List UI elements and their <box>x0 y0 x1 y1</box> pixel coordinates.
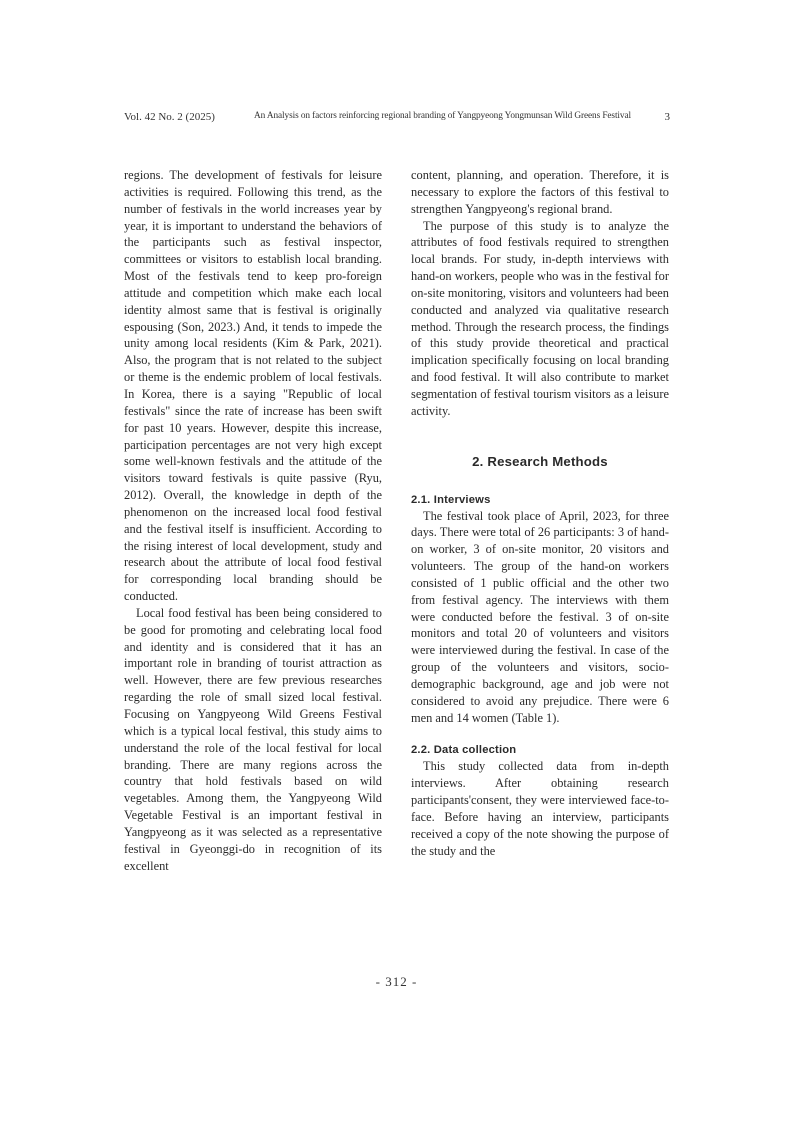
subsection-heading-interviews: 2.1. Interviews <box>411 493 491 506</box>
paragraph: The purpose of this study is to analyze the attributes of food festivals required to strengthen local brands. For study, in-depth interviews with hand-on workers, people who was in the festival for on-site monitoring, visitors and volunteers had been conducted and analyzed via qualitative research method. Through the research process, the findings of this study provide theoretical and practical implication specifically focusing on local branding and food festival. It will also contribute to market segmentation of festival tourism visitors as a leisure activity. <box>411 218 669 418</box>
page-footer-number: - 312 - <box>375 974 418 989</box>
paragraph: This study collected data from in-depth interviews. After obtaining research participants'consent, they were interviewed face-to-face. Before having an interview, participants received a copy of the note showing the purpose of the study and the <box>411 759 669 858</box>
paragraph: Local food festival has been being considered to be good for promoting and celebrating local food and identity and is considered that it has an important role in branding of tourist attraction as well. However, there are few previous researches regarding the role of small sized local festival. Focusing on Yangpyeong Wild Greens Festival which is a typical local festival, this study aims to understand the role of the local festival for local branding. There are many regions across the country that hold festivals based on wild vegetables. Among them, the Yangpyeong Wild Vegetable Festival is an important festival in Yangpyeong as it was selected as a representative festival in Gyeonggi-do in recognition of its excellent <box>124 605 382 873</box>
paragraph: content, planning, and operation. Therefore, it is necessary to explore the factors of this festival to strengthen Yangpyeong's regional brand. <box>411 168 669 216</box>
left-column <box>124 167 382 874</box>
running-title: An Analysis on factors reinforcing regional branding of Yangpyeong Yongmunsan Wild Greens Festival <box>254 111 631 121</box>
right-column <box>411 167 669 860</box>
subsection-heading-data-collection: 2.2. Data collection <box>411 744 517 757</box>
section-heading: 2. Research Methods <box>472 453 608 469</box>
paragraph: The festival took place of April, 2023, for three days. There were total of 26 participants: 3 of hand-on worker, 3 of on-site monitor, 20 visitors and volunteers. The group of the hand-on workers consisted of 1 public official and the other two from festival agency. The interviews with them were conducted before the festival. 3 of on-site monitors and total 20 of volunteers and visitors were interviewed during the festival. In case of the group of the volunteers and visitors, socio-demographic background, age and job were not considered to avoid any prejudice. There were 6 men and 14 women (Table 1). <box>411 508 669 725</box>
paragraph: regions. The development of festivals for leisure activities is required. Following this trend, as the number of festivals in the world increases year by year, it is important to understand the behaviors of the participants such as festival inspector, committees or visitors to establish local branding. Most of the festivals tend to keep pro-foreign attitude and competition which make each local identity almost same that is festival is originally espousing (Son, 2023.) And, it tends to impede the unity among local residents (Kim & Park, 2021). Also, the program that is not related to the subject or theme is the endemic problem of local festivals. In Korea, there is a saying "Republic of local festivals" since the rate of increase has been swift for past 10 years. However, despite this increase, participation percentages are not very high except some well-known festivals and the attitude of the visitors toward festivals is quite passive (Ryu, 2012). Overall, the knowledge in depth of the phenomenon on the increased local food festival and the festival itself is insufficient. According to the rising interest of local development, study and research about the attribute of local food festival for corresponding local branding should be conducted. <box>124 168 382 604</box>
header-page-number: 3 <box>664 111 670 123</box>
journal-volume: Vol. 42 No. 2 (2025) <box>124 111 215 123</box>
